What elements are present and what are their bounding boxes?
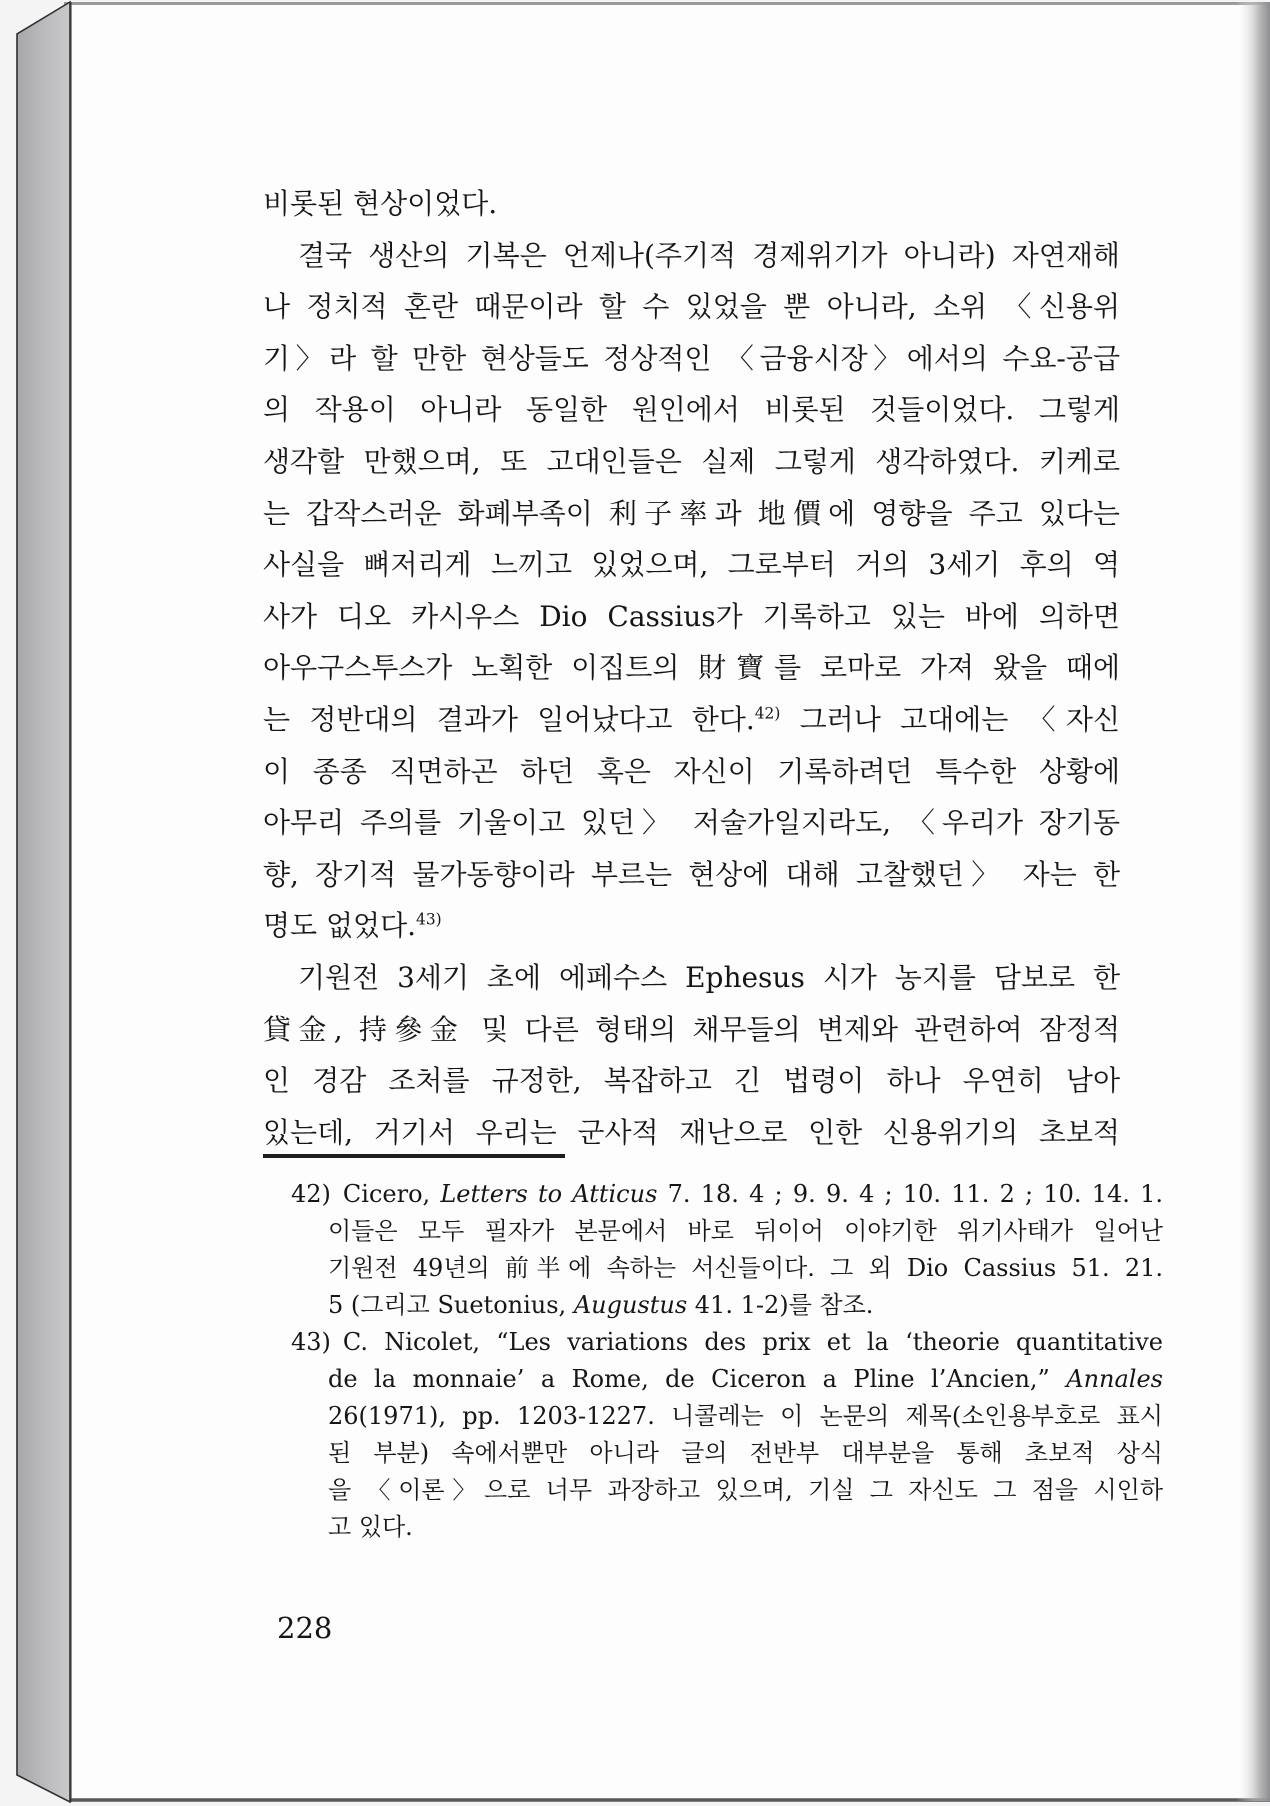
- text-run: 기원전 49년의 前半에 속하는 서신들이다. 그 외 Dio Cassius 51. 21.: [328, 1254, 1163, 1282]
- text-run: 비롯된 현상이었다.: [263, 187, 498, 220]
- footnote-line: [291, 1287, 1163, 1324]
- body-line: [263, 436, 1120, 488]
- text-run: 사실을 뼈저리게 느끼고 있었으며, 그로부터 거의 3세기 후의 역: [263, 548, 1120, 582]
- footnote-line: [291, 1509, 1163, 1546]
- text-run: 나 정치적 혼란 때문이라 할 수 있었을 뿐 아니라, 소위 〈신용위: [263, 290, 1120, 324]
- text-run: 향, 장기적 물가동향이라 부르는 현상에 대해 고찰했던〉 자는 한: [263, 857, 1120, 891]
- footnote-marker: 42): [291, 1180, 331, 1208]
- body-line: [263, 746, 1120, 798]
- text-run: 명도 없었다.: [263, 909, 417, 943]
- body-line: [263, 178, 1120, 230]
- footnote-ref: 43): [416, 910, 442, 929]
- text-run: C. Nicolet, “Les variations des prix et la ‘theorie quantitative: [342, 1328, 1163, 1356]
- body-line: [263, 797, 1120, 849]
- text-run: de la monnaie’ a Rome, de Ciceron a Pline l’Ancien,”: [328, 1365, 1067, 1393]
- footnote-line: [291, 1213, 1163, 1250]
- footnote-line: [291, 1435, 1163, 1472]
- text-run: 된 부분) 속에서뿐만 아니라 글의 전반부 대부분을 통해 초보적 상식: [328, 1439, 1163, 1467]
- footnote-line: [291, 1472, 1163, 1509]
- text-run: 아무리 주의를 기울이고 있던〉 저술가일지라도, 〈우리가 장기동: [263, 806, 1120, 840]
- text-run: 기원전 3세기 초에 에페수스 Ephesus 시가 농지를 담보로 한: [298, 960, 1120, 994]
- italic-text: Letters to Atticus: [440, 1180, 658, 1208]
- body-line: [263, 642, 1120, 694]
- body-line: [263, 1055, 1120, 1107]
- body-line: [263, 952, 1120, 1004]
- text-run: 결국 생산의 기복은 언제나(주기적 경제위기가 아니라) 자연재해: [298, 238, 1120, 272]
- footnote-line: [291, 1398, 1163, 1435]
- text-run: 그러나 고대에는 〈자신: [780, 702, 1120, 736]
- body-line: [263, 539, 1120, 591]
- text-run: 는 정반대의 결과가 일어났다고 한다.: [263, 702, 755, 736]
- body-line: [263, 849, 1120, 901]
- text-run: 생각할 만했으며, 또 고대인들은 실제 그렇게 생각하였다. 키케로: [263, 444, 1120, 478]
- text-run: 이 종종 직면하곤 하던 혹은 자신이 기록하려던 특수한 상황에: [263, 754, 1120, 788]
- text-run: 인 경감 조처를 규정한, 복잡하고 긴 법령이 하나 우연히 남아: [263, 1064, 1120, 1098]
- body-line: [263, 333, 1120, 385]
- text-run: 사가 디오 카시우스 Dio Cassius가 기록하고 있는 바에 의하면: [263, 599, 1120, 633]
- body-text: [263, 178, 1120, 1158]
- text-run: 아우구스투스가 노획한 이집트의 財寶를 로마로 가져 왔을 때에: [263, 651, 1120, 685]
- text-run: 고 있다.: [328, 1513, 413, 1541]
- text-run: 5 (그리고 Suetonius,: [328, 1291, 574, 1319]
- footnote-marker: 43): [291, 1328, 331, 1356]
- text-run: 는 갑작스러운 화폐부족이 利子率과 地價에 영향을 주고 있다는: [263, 496, 1120, 530]
- footnotes: [291, 1176, 1163, 1546]
- text-run: Cicero,: [342, 1180, 441, 1208]
- text-run: 기〉라 할 만한 현상들도 정상적인 〈금융시장〉에서의 수요-공급: [263, 341, 1120, 375]
- text-run: 을 〈이론〉으로 너무 과장하고 있으며, 기실 그 자신도 그 점을 시인하: [328, 1476, 1163, 1504]
- footnote-ref: 42): [754, 704, 781, 723]
- text-run: 41. 1-2)를 참조.: [687, 1291, 874, 1319]
- italic-text: Annales: [1066, 1365, 1163, 1393]
- text-run: 의 작용이 아니라 동일한 원인에서 비롯된 것들이었다. 그렇게: [263, 393, 1120, 427]
- text-run: 貸金, 持參金 및 다른 형태의 채무들의 변제와 관련하여 잠정적: [263, 1012, 1120, 1046]
- page-number: 228: [277, 1611, 333, 1645]
- body-line: [263, 591, 1120, 643]
- text-run: 26(1971), pp. 1203-1227. 니콜레는 이 논문의 제목(소인용부호로 표시: [328, 1402, 1163, 1430]
- body-line: [263, 1004, 1120, 1056]
- body-line: [263, 384, 1120, 436]
- footnote-line: [291, 1250, 1163, 1287]
- body-line: [263, 900, 1120, 952]
- footnote-separator-rule: [263, 1154, 565, 1158]
- page-right-shadow: [1236, 2, 1270, 1801]
- body-line: [263, 281, 1120, 333]
- footnote-line: [291, 1324, 1163, 1361]
- italic-text: Augustus: [573, 1291, 688, 1319]
- body-line: [263, 230, 1120, 282]
- text-run: 7. 18. 4 ; 9. 9. 4 ; 10. 11. 2 ; 10. 14. 1.: [657, 1180, 1163, 1208]
- body-line: [263, 694, 1120, 746]
- text-run: 이들은 모두 필자가 본문에서 바로 뒤이어 이야기한 위기사태가 일어난: [328, 1217, 1163, 1245]
- footnote-line: [291, 1361, 1163, 1398]
- book-spine: [17, 2, 70, 1802]
- text-run: 있는데, 거기서 우리는 군사적 재난으로 인한 신용위기의 초보적: [263, 1115, 1120, 1149]
- body-line: [263, 1107, 1120, 1159]
- body-line: [263, 488, 1120, 540]
- footnote-line: [291, 1176, 1163, 1213]
